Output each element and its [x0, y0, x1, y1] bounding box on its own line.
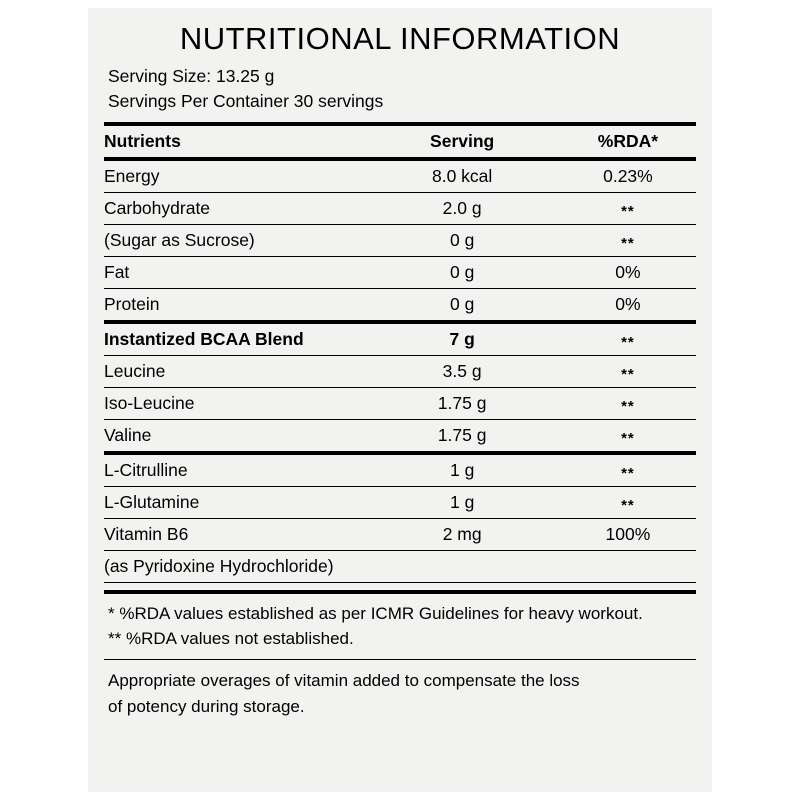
footnotes-block: [104, 594, 696, 659]
nutrition-table: [104, 126, 696, 583]
nutrition-label-content: [104, 18, 696, 784]
row-name: (Sugar as Sucrose): [104, 224, 364, 256]
column-header-nutrients: Nutrients: [104, 126, 364, 159]
page-title: NUTRITIONAL INFORMATION: [179, 21, 621, 56]
servings-per-container-text: Servings Per Container 30 servings: [108, 91, 384, 112]
table-row-blend: [104, 322, 696, 356]
row-rda: 0%: [560, 288, 696, 322]
table-row-vitamin: [104, 518, 696, 550]
row-name: Instantized BCAA Blend: [104, 322, 364, 356]
row-serving: 1.75 g: [364, 419, 559, 453]
footnote-rda: * %RDA values established as per ICMR Guidelines for heavy workout.: [108, 603, 643, 623]
row-rda: 0%: [560, 256, 696, 288]
row-rda: **: [560, 456, 696, 490]
vitamin-source-text: (as Pyridoxine Hydrochloride): [104, 550, 364, 582]
row-serving: 0 g: [364, 224, 559, 256]
table-row: [104, 256, 696, 288]
table-row: [104, 453, 696, 487]
serving-size-text: Serving Size: 13.25 g: [108, 66, 275, 87]
row-rda: 100%: [560, 518, 696, 550]
column-header-serving: Serving: [364, 126, 559, 159]
row-rda: **: [560, 325, 696, 359]
row-serving: 1.75 g: [364, 387, 559, 419]
row-name: Carbohydrate: [104, 192, 364, 224]
row-rda: **: [560, 422, 696, 456]
row-serving: 3.5 g: [364, 355, 559, 387]
vitamin-source-serving-blank: [364, 550, 559, 582]
row-rda: **: [560, 489, 696, 521]
table-row: [104, 159, 696, 193]
row-name: L-Glutamine: [104, 486, 364, 518]
row-serving: 0 g: [364, 288, 559, 322]
row-rda: **: [560, 390, 696, 422]
row-name: L-Citrulline: [104, 453, 364, 487]
row-serving: 2.0 g: [364, 192, 559, 224]
table-row: [104, 288, 696, 322]
footnote-stars: ** %RDA values not established.: [108, 629, 354, 649]
table-row: [104, 486, 696, 518]
nutrition-label-panel: [88, 8, 712, 792]
row-serving: 1 g: [364, 453, 559, 487]
vitamin-source-rda-blank: [560, 550, 696, 582]
row-name: Iso-Leucine: [104, 387, 364, 419]
row-name: Energy: [104, 159, 364, 193]
table-row: [104, 419, 696, 453]
row-serving: 2 mg: [364, 518, 559, 550]
row-rda: **: [560, 227, 696, 259]
row-serving: 0 g: [364, 256, 559, 288]
overage-note-line1: Appropriate overages of vitamin added to compensate the loss: [108, 671, 580, 691]
row-name: Leucine: [104, 355, 364, 387]
row-name: Vitamin B6: [104, 518, 364, 550]
overage-note-line2: of potency during storage.: [108, 696, 305, 716]
overage-note-block: [104, 660, 696, 719]
table-header-row: [104, 126, 696, 159]
table-row-vitamin-source: [104, 550, 696, 582]
row-name: Protein: [104, 288, 364, 322]
row-serving: 7 g: [364, 322, 559, 356]
column-header-rda: %RDA*: [560, 126, 696, 159]
table-row: [104, 192, 696, 224]
row-name: Valine: [104, 419, 364, 453]
row-rda: **: [560, 195, 696, 227]
row-name: Fat: [104, 256, 364, 288]
row-rda: 0.23%: [560, 159, 696, 193]
table-row: [104, 355, 696, 387]
row-serving: 1 g: [364, 486, 559, 518]
row-rda: **: [560, 358, 696, 390]
table-row: [104, 387, 696, 419]
table-row: [104, 224, 696, 256]
row-serving: 8.0 kcal: [364, 159, 559, 193]
